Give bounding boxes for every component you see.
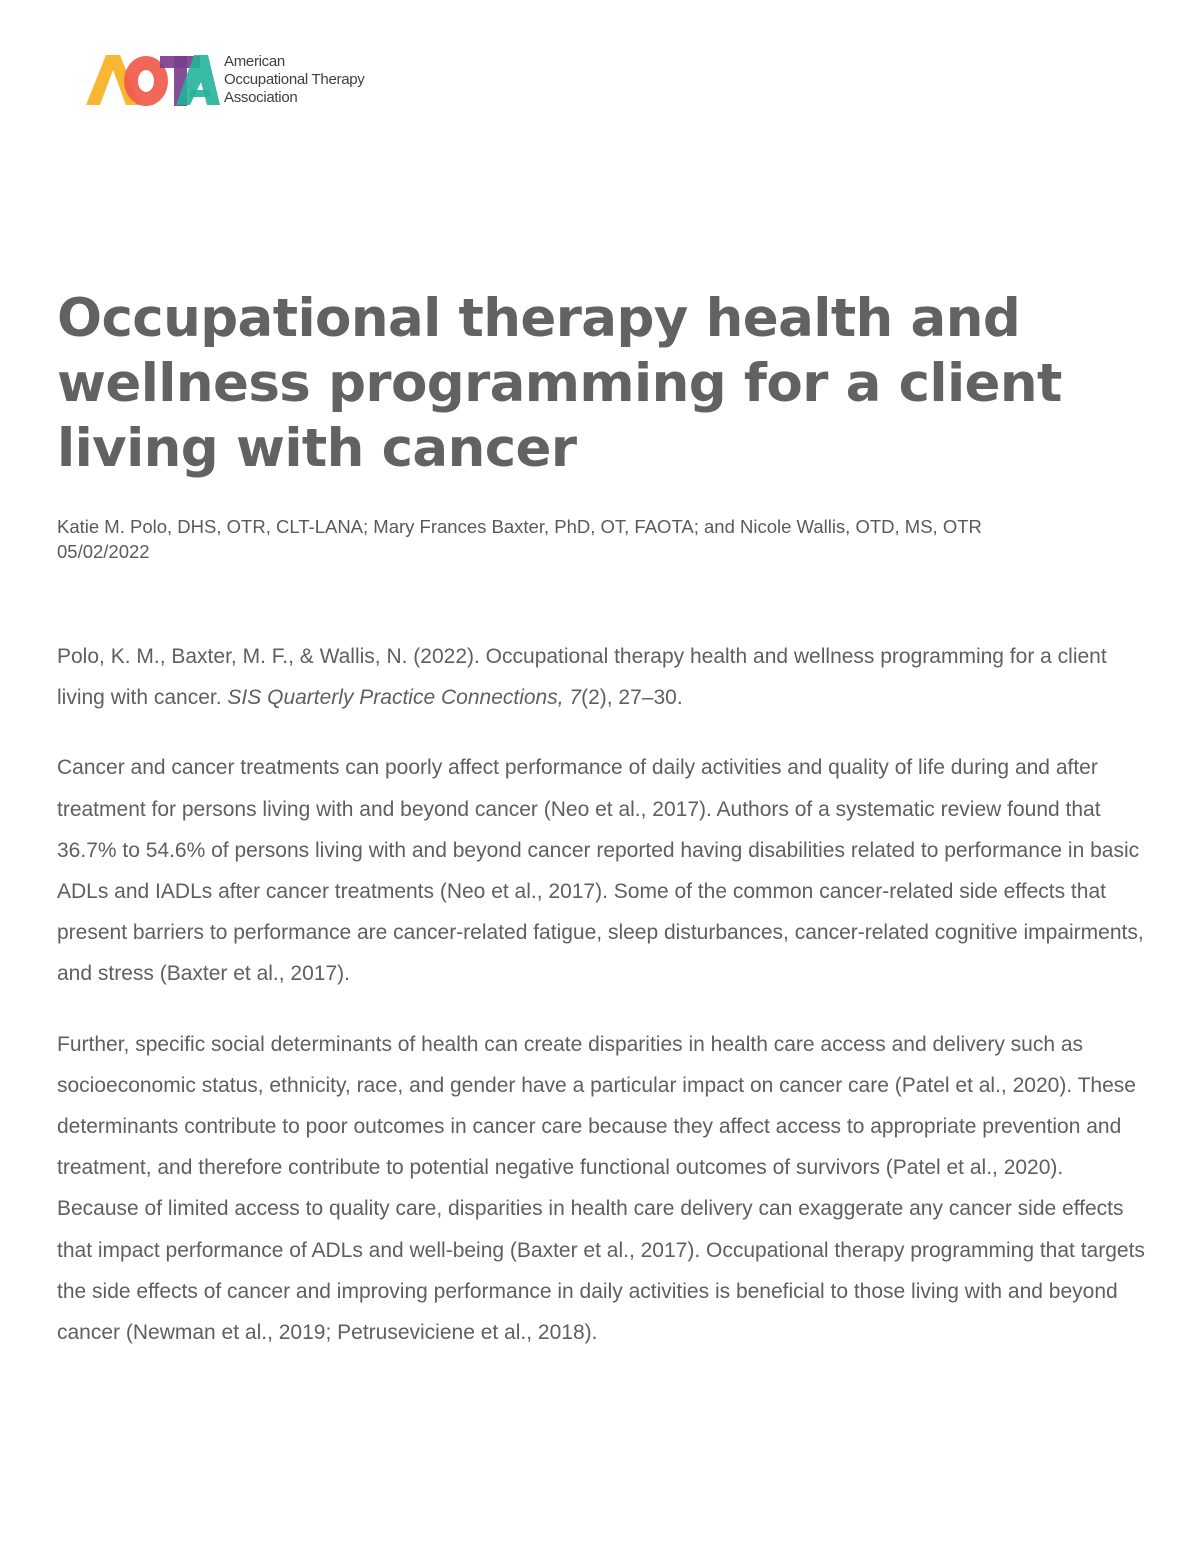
aota-logo-mark (86, 52, 220, 108)
citation-journal: SIS Quarterly Practice Connections, 7 (227, 686, 582, 710)
article-authors: Katie M. Polo, DHS, OTR, CLT-LANA; Mary Frances Baxter, PhD, OT, FAOTA; and Nicole Wallis, OTD, MS, OTR (57, 516, 982, 537)
aota-logo-text (224, 53, 364, 107)
article-date: 05/02/2022 (57, 541, 150, 562)
article-body (57, 636, 1147, 1382)
citation-suffix: (2), 27–30. (581, 686, 683, 710)
logo-text-line: Occupational Therapy (224, 71, 365, 88)
citation-prefix: Polo, K. M., Baxter, M. F., & Wallis, N. (2022). Occupational therapy health and wellness programming for a client living with cancer. (57, 645, 1107, 710)
article-title: Occupational therapy health and wellness programming for a client living with cancer (57, 288, 1062, 479)
logo-text-line: Association (224, 89, 298, 106)
paragraph: Further, specific social determinants of health can create disparities in health care access and delivery such as socioeconomic status, ethnicity, race, and gender have a particular impact on cancer care (Patel et al., 2020). These determinants contribute to poor outcomes in cancer care because they affect access to appropriate prevention and treatment, and therefore contribute to potential negative functional outcomes of survivors (Patel et al., 2020). Because of limited access to quality care, disparities in health care delivery can exaggerate any cancer side effects that impact performance of ADLs and well-being (Baxter et al., 2017). Occupational therapy programming that targets the side effects of cancer and improving performance in daily activities is beneficial to those living with and beyond cancer (Newman et al., 2019; Petruseviciene et al., 2018). (57, 1032, 1145, 1345)
aota-logo[interactable] (86, 52, 364, 108)
logo-text-line: American (224, 53, 285, 70)
citation (57, 636, 1147, 718)
article-meta (57, 514, 1157, 564)
paragraph: Cancer and cancer treatments can poorly affect performance of daily activities and quality of life during and after treatment for persons living with and beyond cancer (Neo et al., 2017). Authors of a systematic review found that 36.7% to 54.6% of persons living with and beyond cancer reported having disabilities related to performance in basic ADLs and IADLs after cancer treatments (Neo et al., 2017). Some of the common cancer-related side effects that present barriers to performance are cancer-related fatigue, sleep disturbances, cancer-related cognitive impairments, and stress (Baxter et al., 2017). (57, 756, 1144, 986)
